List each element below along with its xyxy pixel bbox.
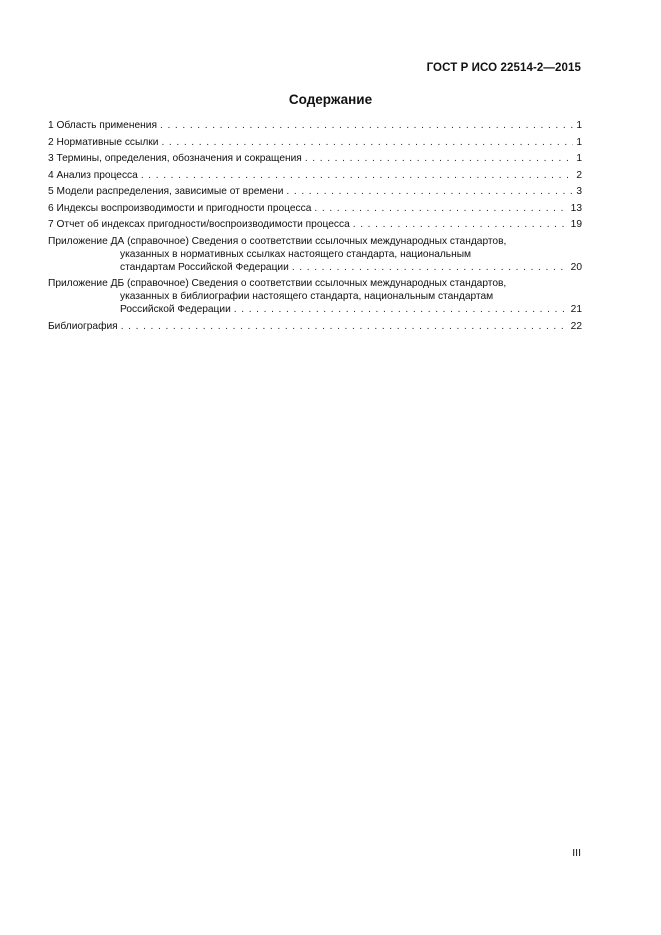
toc-leader-dots — [234, 303, 568, 316]
toc-entry[interactable] — [48, 119, 582, 132]
toc-entry-title: Библиография — [48, 320, 118, 332]
toc-entry-page: 2 — [576, 169, 582, 181]
toc-entry-page: 13 — [570, 202, 582, 214]
document-code: ГОСТ Р ИСО 22514-2—2015 — [426, 62, 581, 74]
toc-entry-annex-da[interactable] — [48, 235, 582, 274]
toc-entry-bibliography[interactable] — [48, 320, 582, 333]
toc-entry-page: 20 — [570, 261, 582, 273]
toc-entry-title-continued: указанных в библиографии настоящего стандарта, национальным стандартам — [120, 291, 494, 302]
toc-entry[interactable] — [48, 169, 582, 182]
toc-entry[interactable] — [48, 218, 582, 231]
toc-entry-title-continued: стандартам Российской Федерации — [120, 261, 289, 273]
toc-leader-dots — [141, 169, 574, 182]
toc-entry-title: Приложение ДА (справочное) Сведения о соответствии ссылочных международных стандартов, — [48, 235, 507, 247]
toc-entry[interactable] — [48, 202, 582, 215]
toc-entry-page: 19 — [570, 219, 582, 230]
toc-entry-annex-db[interactable] — [48, 277, 582, 316]
toc-leader-dots — [305, 152, 574, 165]
toc-leader-dots — [160, 119, 573, 132]
toc-entry[interactable] — [48, 136, 582, 149]
toc-title: Содержание — [288, 92, 373, 107]
toc-entry-page: 1 — [576, 136, 582, 148]
toc-leader-dots — [314, 202, 567, 215]
toc-entry-page: 3 — [576, 186, 582, 197]
toc-entry-title: 4 Анализ процесса — [48, 169, 138, 181]
toc-entry-title: 2 Нормативные ссылки — [48, 136, 159, 148]
toc-entry-title: 5 Модели распределения, зависимые от времени — [48, 186, 284, 197]
toc-leader-dots — [121, 320, 568, 333]
toc-entry-title-continued: Российской Федерации — [120, 304, 231, 315]
toc-entry-title: 1 Область применения — [48, 120, 157, 131]
toc-entry-title: 6 Индексы воспроизводимости и пригодности процесса — [48, 202, 312, 214]
toc-entry[interactable] — [48, 185, 582, 198]
toc-entry-page: 1 — [576, 120, 582, 131]
toc-leader-dots — [353, 218, 568, 231]
toc-entry-title-continued: указанных в нормативных ссылках настоящего стандарта, национальным — [120, 248, 472, 260]
toc-entry-page: 22 — [570, 320, 582, 332]
toc-entry[interactable] — [48, 152, 582, 165]
toc-entry-title: 7 Отчет об индексах пригодности/воспроизводимости процесса — [48, 219, 350, 230]
toc-leader-dots — [292, 261, 568, 274]
table-of-contents — [48, 119, 582, 336]
toc-entry-title: 3 Термины, определения, обозначения и сокращения — [48, 153, 302, 164]
toc-entry-page: 1 — [576, 153, 582, 164]
toc-leader-dots — [161, 136, 573, 149]
toc-entry-title: Приложение ДБ (справочное) Сведения о соответствии ссылочных международных стандартов, — [48, 278, 507, 289]
toc-leader-dots — [286, 185, 573, 198]
page-number: III — [572, 847, 581, 859]
toc-entry-page: 21 — [570, 304, 582, 315]
